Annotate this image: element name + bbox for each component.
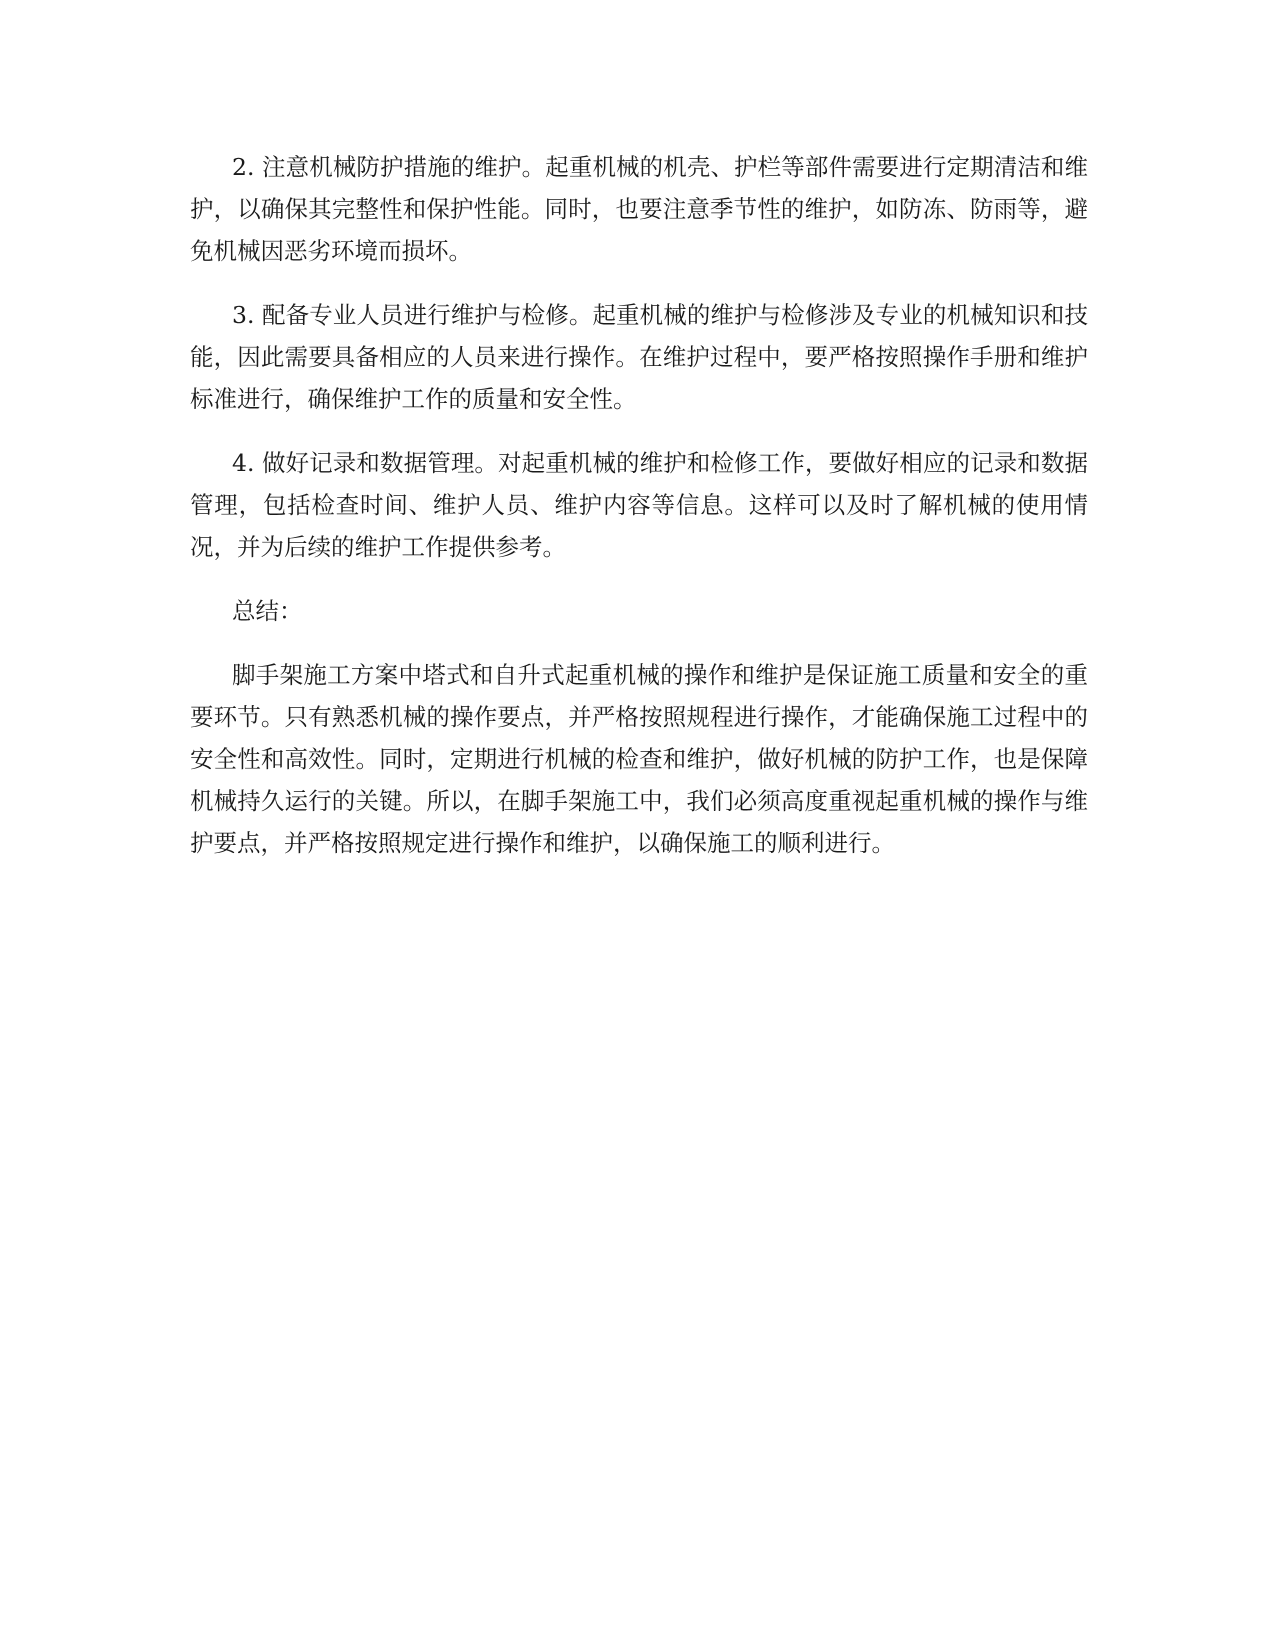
paragraph-protection-maintenance: 2. 注意机械防护措施的维护。起重机械的机壳、护栏等部件需要进行定期清洁和维护，以确保其完整性和保护性能。同时，也要注意季节性的维护，如防冻、防雨等，避免机械因恶劣环境而损坏。	[190, 153, 1088, 265]
paragraph-professional-staff: 3. 配备专业人员进行维护与检修。起重机械的维护与检修涉及专业的机械知识和技能，因此需要具备相应的人员来进行操作。在维护过程中，要严格按照操作手册和维护标准进行，确保维护工作的质量和安全性。	[190, 301, 1088, 413]
paragraph-summary: 脚手架施工方案中塔式和自升式起重机械的操作和维护是保证施工质量和安全的重要环节。只有熟悉机械的操作要点，并严格按照规程进行操作，才能确保施工过程中的安全性和高效性。同时，定期进行机械的检查和维护，做好机械的防护工作，也是保障机械持久运行的关键。所以，在脚手架施工中，我们必须高度重视起重机械的操作与维护要点，并严格按照规定进行操作和维护，以确保施工的顺利进行。	[190, 661, 1088, 857]
summary-heading: 总结：	[232, 597, 303, 625]
paragraph-records-management: 4. 做好记录和数据管理。对起重机械的维护和检修工作，要做好相应的记录和数据管理，包括检查时间、维护人员、维护内容等信息。这样可以及时了解机械的使用情况，并为后续的维护工作提供参考。	[190, 449, 1088, 561]
document-body	[190, 146, 1088, 886]
